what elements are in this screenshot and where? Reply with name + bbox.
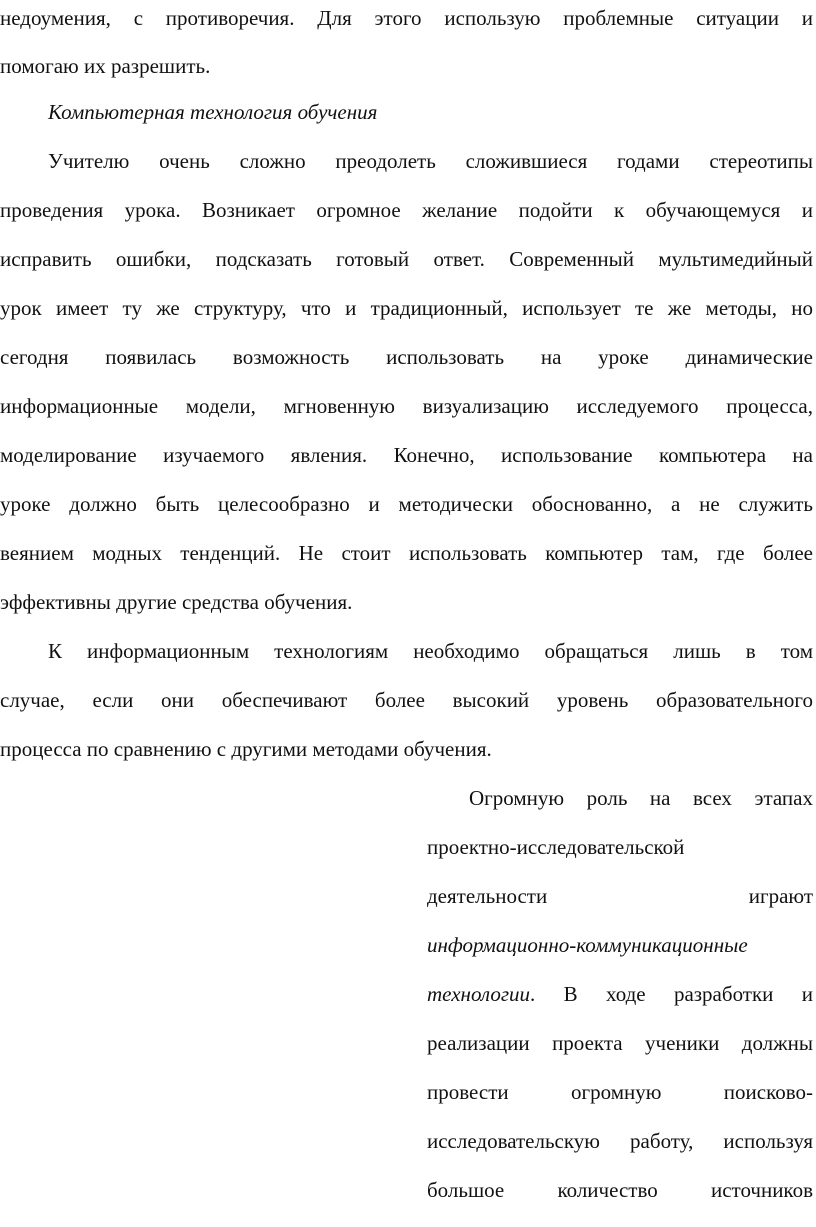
column-line-italic: информационно-коммуникационные <box>427 933 748 957</box>
paragraph-line: уроке должно быть целесообразно и методически обоснованно, а не служить <box>0 492 813 516</box>
column-line <box>427 980 813 1008</box>
paragraph-line: проведения урока. Возникает огромное желание подойти к обучающемуся и <box>0 198 813 222</box>
italic-term: технологии <box>427 982 531 1006</box>
column-line: большое количество источников <box>427 1178 813 1202</box>
paragraph-line: веянием модных тенденций. Не стоит использовать компьютер там, где более <box>0 541 813 565</box>
paragraph-line: случае, если они обеспечивают более высокий уровень образовательного <box>0 688 813 712</box>
paragraph-line: моделирование изучаемого явления. Конечно, использование компьютера на <box>0 443 813 467</box>
column-line: провести огромную поисково- <box>427 1080 813 1104</box>
section-heading: Компьютерная технология обучения <box>48 100 378 124</box>
column-line: реализации проекта ученики должны <box>427 1031 813 1055</box>
column-line: Огромную роль на всех этапах <box>469 786 813 810</box>
paragraph-line: помогаю их разрешить. <box>0 54 211 78</box>
column-line-rest: . В ходе разработки и <box>530 982 813 1006</box>
paragraph-line: Учителю очень сложно преодолеть сложившиеся годами стереотипы <box>48 149 813 173</box>
column-line: исследовательскую работу, используя <box>427 1129 813 1153</box>
paragraph-line: К информационным технологиям необходимо обращаться лишь в том <box>48 639 813 663</box>
paragraph-line: сегодня появилась возможность использовать на уроке динамические <box>0 345 813 369</box>
paragraph-line: исправить ошибки, подсказать готовый ответ. Современный мультимедийный <box>0 247 813 271</box>
column-line: деятельности играют <box>427 884 813 908</box>
paragraph-line: процесса по сравнению с другими методами обучения. <box>0 737 492 761</box>
paragraph-line: информационные модели, мгновенную визуализацию исследуемого процесса, <box>0 394 813 418</box>
paragraph-line: эффективны другие средства обучения. <box>0 590 353 614</box>
column-line: проектно-исследовательской <box>427 835 685 859</box>
paragraph-line: урок имеет ту же структуру, что и традиционный, использует те же методы, но <box>0 296 813 320</box>
paragraph-line: недоумения, с противоречия. Для этого использую проблемные ситуации и <box>0 6 813 30</box>
